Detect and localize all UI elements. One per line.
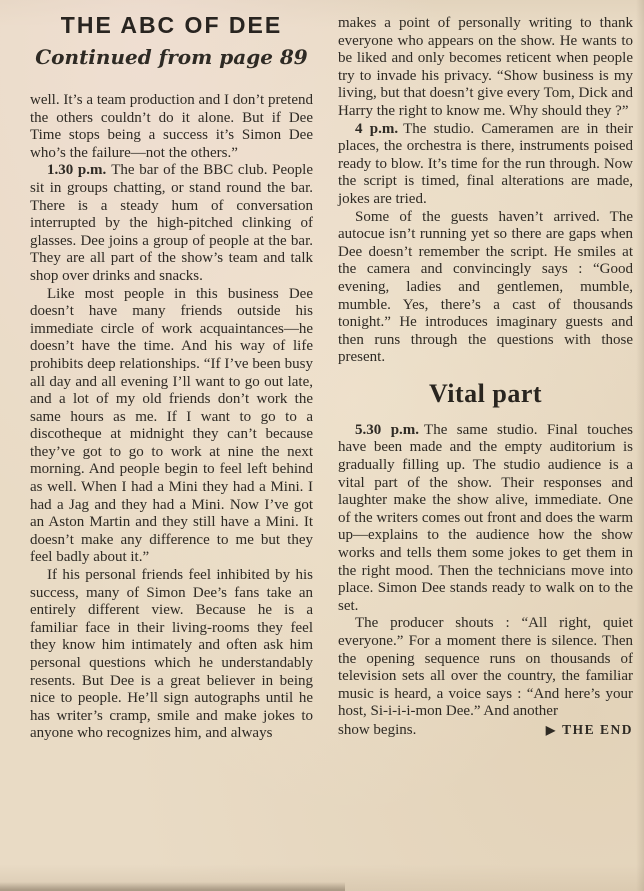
paragraph-text: The studio. Cameramen are in their places, the orchestra is there, instruments poised ready to blow. It’s time for the run through. Now the script is timed, final alterations are made, jokes are tried. xyxy=(338,120,633,207)
section-heading: Vital part xyxy=(428,378,543,408)
paragraph-text: The bar of the BBC club. People sit in groups chatting, or stand round the bar. There is a steady hum of conversation interrupted by the high-pitched clinking of glasses. Dee joins a group of people at the bar. They are all part of the show’s team and talk shop over drinks and snacks. xyxy=(30,162,313,284)
left-column xyxy=(30,12,313,743)
time-lead: 1.30 p.m. xyxy=(47,162,107,179)
paragraph: well. It’s a team production and I don’t pretend the others couldn’t do it alone. But if Dee Time stops being a success it’s Simon Dee who’s the failure—not the others.” xyxy=(30,92,313,161)
paragraph: makes a point of personally writing to thank everyone who appears on the show. He wants to be liked and only becomes reticent when people try to invade his privacy. “Show business is my living, but that doesn’t give every Tom, Dick and Harry the right to know me. Why should they ?” xyxy=(338,15,634,119)
time-lead: 5.30 p.m. xyxy=(355,421,420,438)
closing-line xyxy=(338,721,633,740)
paragraph: If his personal friends feel inhibited by his success, many of Simon Dee’s fans take an entirely different view. Because he is a familiar face in their living-rooms they feel they know him intimately and often ask him personal questions which he understandably resents. But Dee is a great believer in being nice to people. He’ll sign autographs until he has writer’s cramp, smile and make jokes to anyone who recognizes him, and always xyxy=(30,567,313,742)
right-column xyxy=(338,15,633,740)
continued-from-note: Continued from page 89 xyxy=(35,45,308,69)
end-arrow-icon: ▶ xyxy=(545,722,556,737)
time-lead: 4 p.m. xyxy=(355,120,399,137)
paragraph: Like most people in this business Dee doesn’t have many friends outside his immediate circle of work acquaintances—he doesn’t have the time. And his way of life prohibits deep relationships. “If I’ve been busy all day and all evening I’ll want to go out late, and a lot of my old friends don’t work the same hours as me. If I want to go to a discotheque at midnight they can’t because they’ve got to go to work at nine the next morning. And people begin to feel left behind as well. When I had a Mini they had a Mini. I had a Jag and they had a Mini. Now I’ve got an Aston Martin and they still have a Mini. It doesn’t make any difference to me but they feel badly about it.” xyxy=(30,285,313,566)
paragraph: The producer shouts : “All right, quiet everyone.” For a moment there is silence. Then the opening sequence runs on thousands of television sets all over the country, the familiar music is heard, a voice says : “And here’s your host, Si-i-i-i-mon Dee.” And another xyxy=(338,615,633,720)
paragraph-text: The same studio. Final touches have been made and the empty auditorium is gradually filling up. The studio audience is a vital part of the show. Their responses and laughter make the show alive, immediate. One of the writers comes out front and does the warm up—explains to the audience how the show works and tells them some jokes to get them in the right mood. Then the technicians move into place. Simon Dee stands ready to walk on to the set. xyxy=(338,421,633,614)
paragraph xyxy=(338,422,633,616)
end-label: THE END xyxy=(562,721,633,737)
closing-words: show begins. xyxy=(338,721,417,738)
end-marker xyxy=(546,721,633,740)
page-bottom-shadow xyxy=(0,882,345,891)
paragraph xyxy=(338,121,633,209)
page-edge-shade xyxy=(636,0,644,891)
paragraph xyxy=(30,162,313,285)
article-title: THE ABC OF DEE xyxy=(60,12,283,38)
paragraph: Some of the guests haven’t arrived. The autocue isn’t running yet so there are gaps when Dee doesn’t remember the script. He smiles at the camera and convincingly says : “Good evening, ladies and gentlemen, mumble, mumble. Yes, there’s a cast of thousands tonight.” He introduces imaginary guests and then runs through the questions with those present. xyxy=(338,208,633,366)
